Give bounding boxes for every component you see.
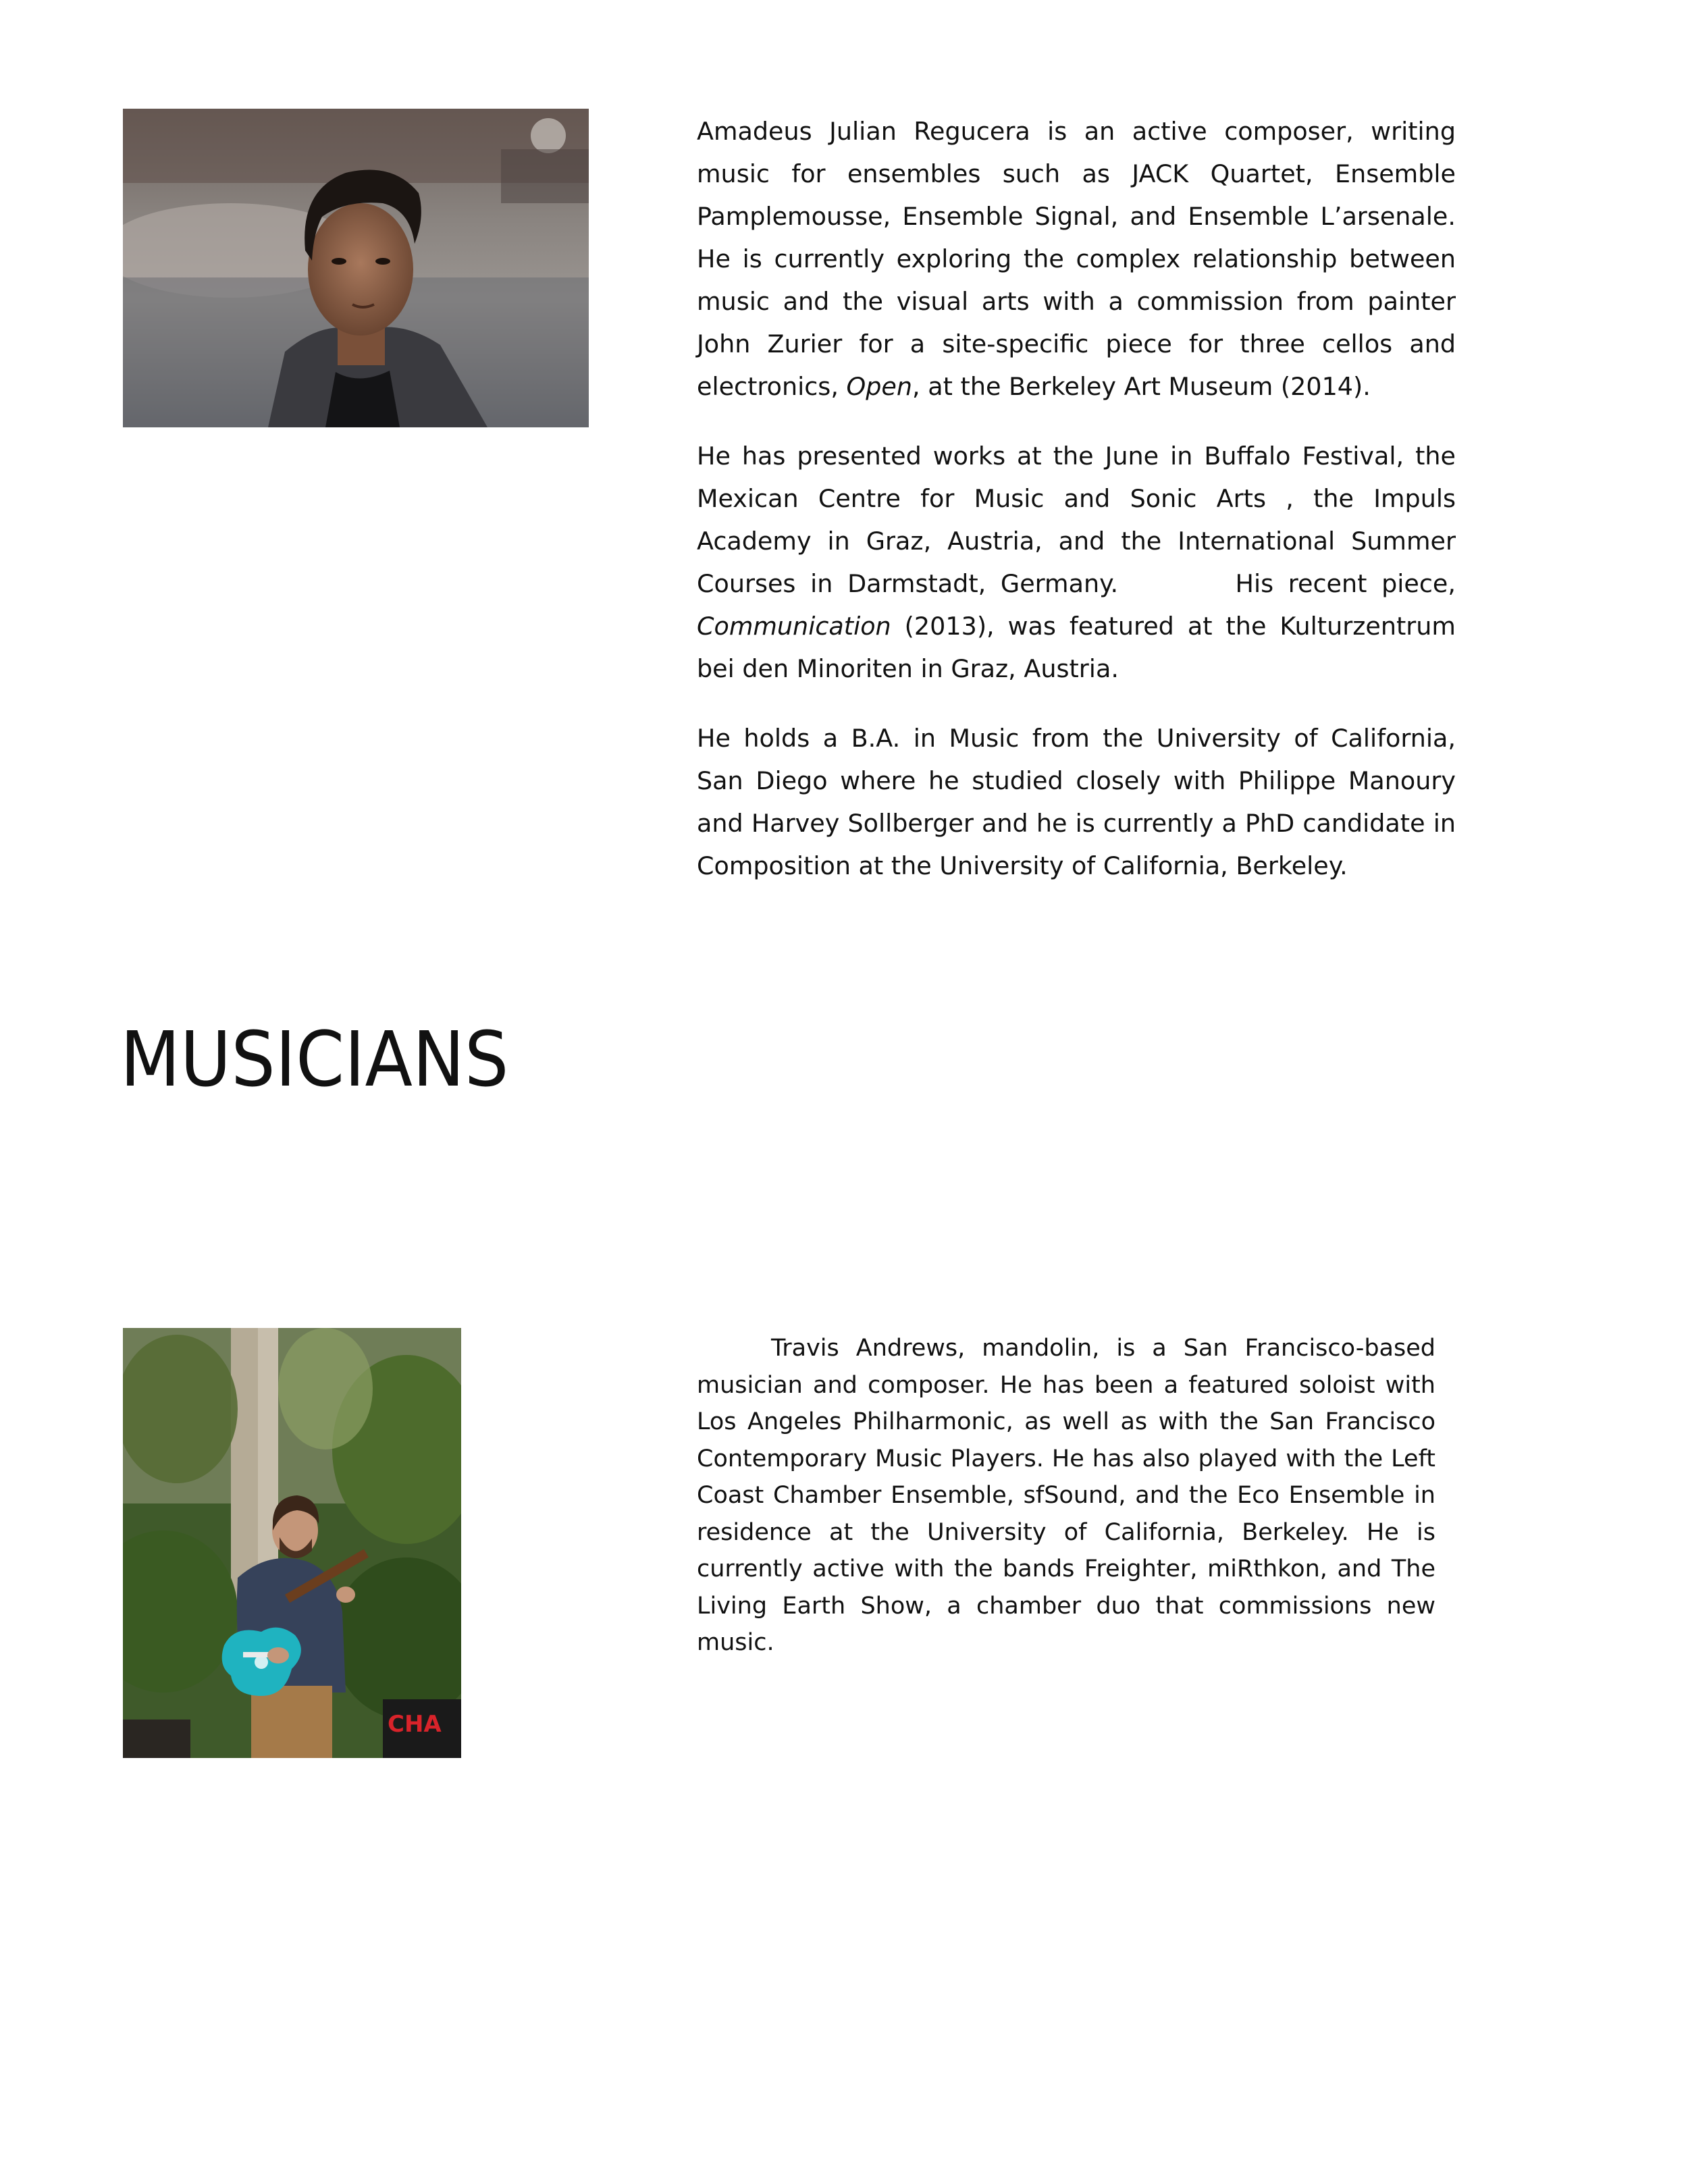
composer-bio [697,110,1464,914]
bio-1-text-a: Amadeus Julian Regucera is an active composer, writing music for ensembles such as JACK Quartet, Ensemble Pamplemousse, Ensemble Signal, and Ensemble L’arsenale. He is currently exploring the complex relationship between music and the visual arts with a commission from painter John Zurier for a site-specific piece for three cellos and electronics, [697,117,1456,401]
work-title-open: Open [846,372,913,401]
musician-bio [697,1330,1435,1661]
composer-bio-paragraph-1 [697,110,1456,408]
poster-text: CHA [388,1711,442,1738]
bio-1-text-b: , at the Berkeley Art Museum (2014). [912,372,1371,401]
bio-2-text-a: He has presented works at the June in Buffalo Festival, the Mexican Centre for Music and Sonic Arts , the Impuls Academy in Graz, Austria, and the International Summer Courses in Darmstadt, Germany. His recent piece, [697,442,1464,598]
composer-bio-paragraph-2 [697,435,1464,690]
musician-guitarist-image [123,1328,461,1758]
musician-bio-paragraph: Travis Andrews, mandolin, is a San Francisco-based musician and composer. He has been a featured soloist with Los Angeles Philharmonic, as well as with the San Francisco Contemporary Music Players. He has also played with the Left Coast Chamber Ensemble, sfSound, and the Eco Ensemble in residence at the University of California, Berkeley. He is currently active with the bands Freighter, miRthkon, and The Living Earth Show, a chamber duo that commissions new music. [697,1335,1435,1656]
bio-2-text-b: (2013), was featured at the Kulturzentrum bei den Minoriten in Graz, Austria. [697,612,1456,683]
composer-portrait-photo [123,109,589,427]
section-title-musicians: MUSICIANS [120,1016,509,1104]
composer-portrait-image [123,109,589,427]
musician-photo [123,1328,461,1758]
composer-bio-paragraph-3: He holds a B.A. in Music from the University of California, San Diego where he studied closely with Philippe Manoury and Harvey Sollberger and he is currently a PhD candidate in Composition at the University of California, Berkeley. [697,724,1456,880]
work-title-communication: Communication [697,612,891,641]
